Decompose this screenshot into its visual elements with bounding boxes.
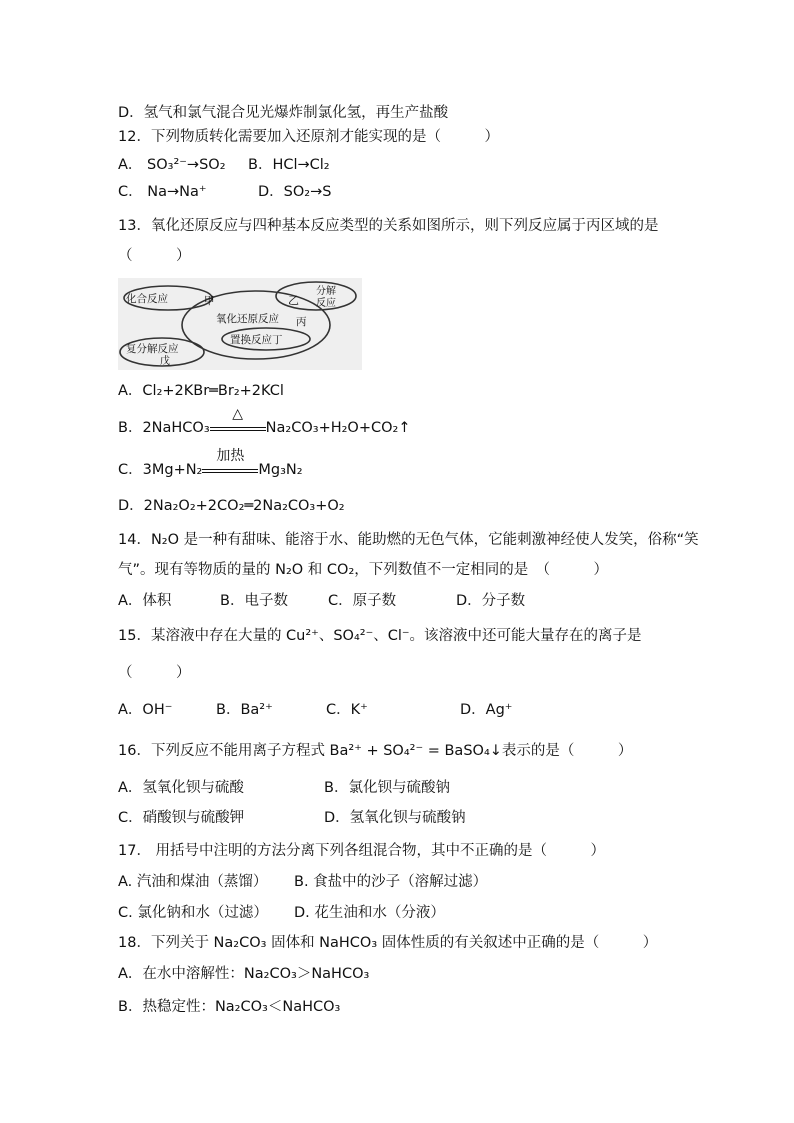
question-14-line2: 气”。现有等物质的量的 N₂O 和 CO₂，下列数值不一定相同的是 （ ） (118, 562, 609, 578)
q16-option-d: D．氢氧化钡与硫酸钠 (324, 810, 466, 826)
q17-option-d: D. 花生油和水（分液） (294, 905, 445, 921)
combination-label: 化合反应 (126, 293, 168, 305)
q18-option-b: B．热稳定性：Na₂CO₃＜NaHCO₃ (118, 999, 341, 1015)
heat-condition (210, 406, 266, 438)
yi-label: 乙 (288, 294, 299, 307)
q14-option-c: C．原子数 (328, 593, 397, 609)
q16-option-c: C．硝酸钡与硫酸钾 (118, 810, 245, 826)
q13-option-c-right: Mg₃N₂ (258, 462, 303, 478)
question-15: 15．某溶液中存在大量的 Cu²⁺、SO₄²⁻、Cl⁻。该溶液中还可能大量存在的离子是 (118, 628, 642, 644)
question-18: 18．下列关于 Na₂CO₃ 固体和 NaHCO₃ 固体性质的有关叙述中正确的是（ ） (118, 935, 658, 951)
heating-label: 加热 (216, 448, 245, 464)
q12-option-c: C． Na→Na⁺ (118, 184, 207, 200)
q17-option-a: A. 汽油和煤油（蒸馏） (118, 874, 268, 890)
q14-option-d: D．分子数 (456, 593, 526, 609)
question-17: 17． 用括号中注明的方法分离下列各组混合物，其中不正确的是（ ） (118, 843, 606, 859)
question-14-line1: 14．N₂O 是一种有甜味、能溶于水、能助燃的无色气体，它能刺激神经使人发笑，俗称“笑 (118, 532, 699, 548)
q15-option-d: D．Ag⁺ (460, 702, 513, 718)
heating-condition (202, 448, 258, 480)
q13-option-a: A．Cl₂+2KBr═Br₂+2KCl (118, 383, 284, 399)
q16-option-b: B．氯化钡与硫酸钠 (324, 780, 450, 796)
double-decomposition-label: 复分解反应 (126, 343, 179, 355)
displacement-label: 置换反应丁 (230, 334, 283, 346)
heat-triangle-icon: △ (232, 406, 244, 422)
jia-label: 甲 (204, 295, 215, 307)
q15-option-a: A．OH⁻ (118, 702, 173, 718)
redox-label: 氧化还原反应 (216, 313, 279, 325)
decomposition-label-2: 反应 (316, 298, 336, 309)
bing-label: 丙 (296, 316, 307, 328)
q16-option-a: A．氢氧化钡与硫酸 (118, 780, 244, 796)
q15-option-b: B．Ba²⁺ (216, 702, 273, 718)
q17-option-c: C. 氯化钠和水（过滤） (118, 905, 268, 921)
question-12: 12．下列物质转化需要加入还原剂才能实现的是（ ） (118, 129, 499, 145)
q18-option-a: A．在水中溶解性：Na₂CO₃＞NaHCO₃ (118, 966, 370, 982)
wu-label: 戊 (160, 356, 170, 367)
question-15-paren: （ ） (118, 665, 191, 681)
q15-option-c: C．K⁺ (326, 702, 368, 718)
q12-option-d: D．SO₂→S (258, 184, 332, 200)
q13-option-b-right: Na₂CO₃+H₂O+CO₂↑ (265, 420, 411, 436)
question-13: 13．氧化还原反应与四种基本反应类型的关系如图所示，则下列反应属于丙区域的是 (118, 218, 659, 234)
q12-option-a: A． SO₃²⁻→SO₂ (118, 157, 226, 173)
q14-option-a: A．体积 (118, 593, 172, 609)
option-d-q11: D．氢气和氯气混合见光爆炸制氯化氢，再生产盐酸 (118, 105, 449, 121)
q12-option-b: B．HCl→Cl₂ (248, 157, 330, 173)
q17-option-b: B. 食盐中的沙子（溶解过滤） (294, 874, 488, 890)
decomposition-label-1: 分解 (316, 286, 336, 297)
q14-option-b: B．电子数 (220, 593, 288, 609)
question-13-paren: （ ） (118, 248, 191, 264)
reaction-type-diagram (118, 278, 362, 370)
question-16: 16．下列反应不能用离子方程式 Ba²⁺ + SO₄²⁻ = BaSO₄↓表示的是（ ） (118, 743, 633, 759)
q13-option-c-left: C．3Mg+N₂ (118, 462, 203, 478)
q13-option-b (118, 406, 411, 438)
q13-option-b-left: B．2NaHCO₃ (118, 420, 210, 436)
q13-option-c (118, 448, 303, 480)
q13-option-d: D．2Na₂O₂+2CO₂═2Na₂CO₃+O₂ (118, 498, 345, 514)
